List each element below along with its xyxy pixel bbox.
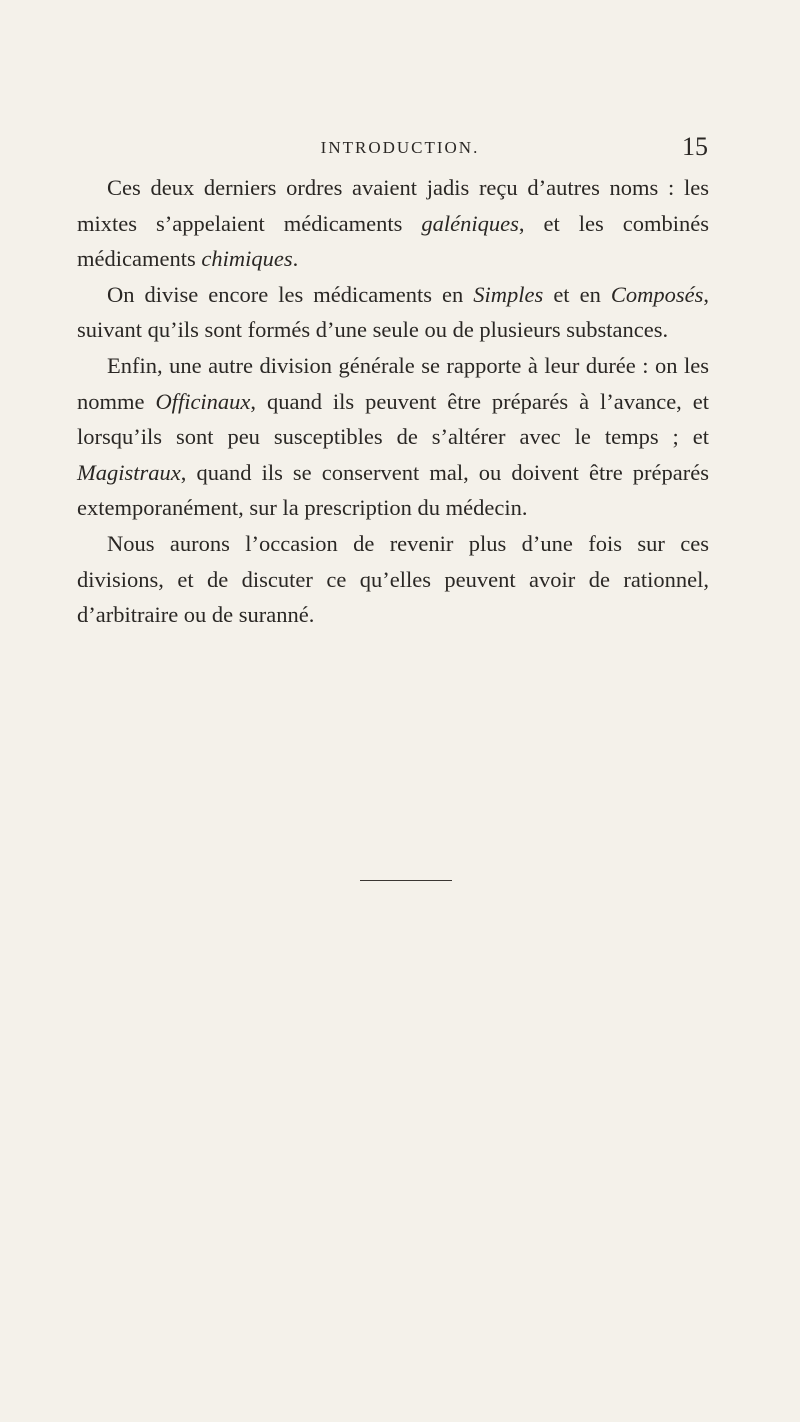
paragraph-1-text-3: . xyxy=(292,246,299,272)
paragraph-2-text-1: On divise encore les médicaments en xyxy=(107,281,474,307)
running-head xyxy=(0,132,800,168)
paragraph-1 xyxy=(77,170,709,277)
italic-term-magistraux: Magistraux xyxy=(77,459,181,485)
page-number: 15 xyxy=(682,132,708,161)
body-text xyxy=(77,170,709,633)
paragraph-3 xyxy=(77,348,709,526)
paragraph-1-text-2: , et les combinés médicaments xyxy=(77,210,710,272)
paragraph-2-text-2: et en xyxy=(543,281,611,307)
italic-term-composes: Composés xyxy=(610,281,704,307)
paragraph-4 xyxy=(77,526,709,633)
running-title: INTRODUCTION. xyxy=(320,138,480,157)
italic-term-simples: Simples xyxy=(473,281,544,307)
paragraph-3-text-1: Enfin, une autre division générale se rapporte à leur durée : on les nomme xyxy=(77,352,709,414)
paragraph-1-text-1: Ces deux derniers ordres avaient jadis reçu d’autres noms : les mixtes s’appelaient médicaments xyxy=(77,175,709,236)
italic-term-chimiques: chimiques xyxy=(201,246,293,272)
paragraph-4-text-1: Nous aurons l’occasion de revenir plus d’une fois sur ces divisions, et de discuter ce qu’elles peuvent avoir de rationnel, d’arbitraire ou de suranné. xyxy=(77,530,709,628)
paragraph-3-text-2: , quand ils peuvent être préparés à l’avance, et lorsqu’ils sont peu susceptibles de s’altérer avec le temps ; et xyxy=(77,388,709,450)
paragraph-2-text-3: , suivant qu’ils sont formés d’une seule ou de plusieurs substances. xyxy=(77,281,709,343)
paragraph-3-text-3: , quand ils se conservent mal, ou doivent être préparés extemporanément, sur la prescription du médecin. xyxy=(77,459,709,521)
paragraph-2 xyxy=(77,277,709,348)
italic-term-galeniques: galéniques xyxy=(421,210,519,236)
section-end-rule xyxy=(360,880,452,881)
italic-term-officinaux: Officinaux xyxy=(155,388,251,414)
